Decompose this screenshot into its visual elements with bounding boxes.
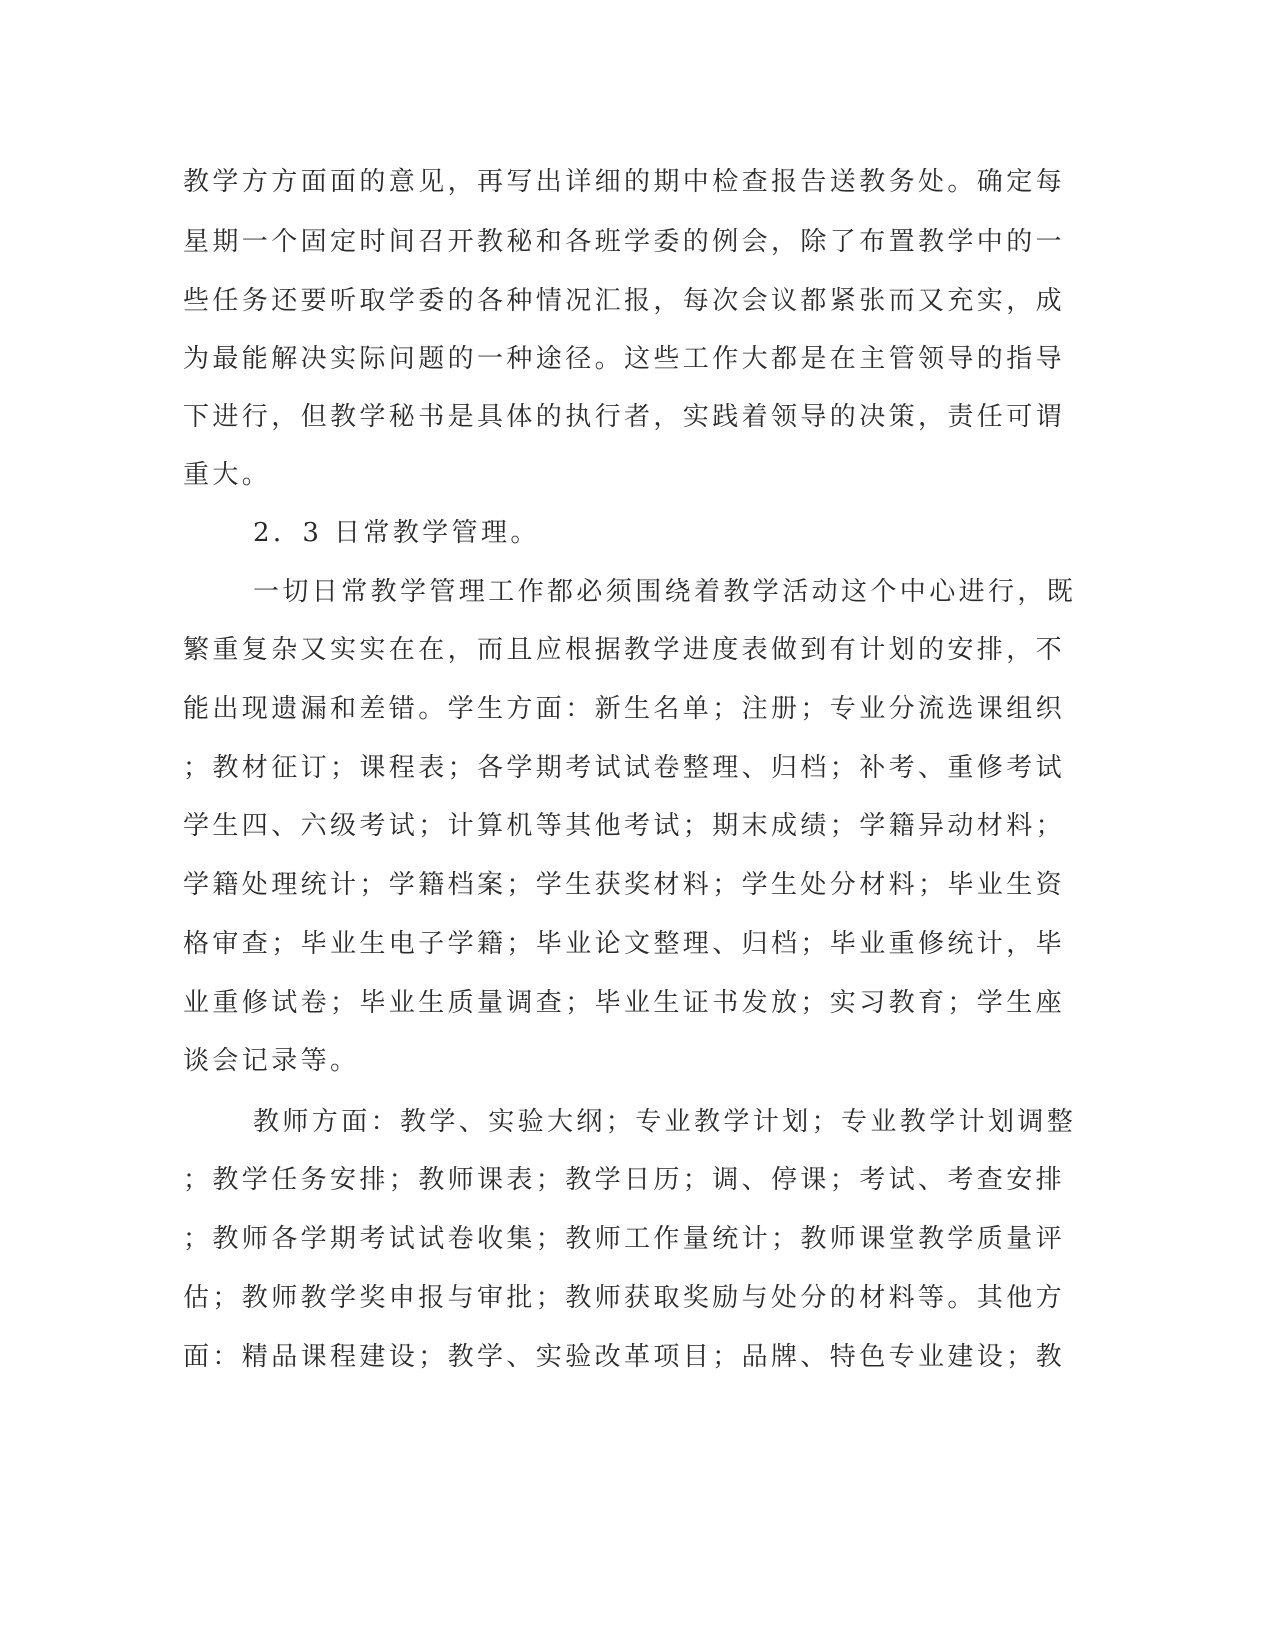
text-line: ；教材征订；课程表；各学期考试试卷整理、归档；补考、重修考试: [183, 753, 1066, 783]
text-line: 谈会记录等。: [183, 1046, 360, 1076]
text-line: 些任务还要听取学委的各种情况汇报，每次会议都紧张而又充实，成: [183, 286, 1066, 316]
text-line: 教学方方面面的意见，再写出详细的期中检查报告送教务处。确定每: [183, 167, 1066, 197]
text-line: 能出现遗漏和差错。学生方面：新生名单；注册；专业分流选课组织: [183, 694, 1066, 724]
text-line: 重大。: [183, 460, 272, 490]
text-line: 教师方面：教学、实验大纲；专业教学计划；专业教学计划调整: [253, 1107, 1077, 1137]
text-line: 格审查；毕业生电子学籍；毕业论文整理、归档；毕业重修统计，毕: [183, 929, 1066, 959]
text-line: ；教师各学期考试试卷收集；教师工作量统计；教师课堂教学质量评: [183, 1224, 1066, 1254]
text-line: 业重修试卷；毕业生质量调查；毕业生证书发放；实习教育；学生座: [183, 988, 1066, 1018]
text-line: 下进行，但教学秘书是具体的执行者，实践着领导的决策，责任可谓: [183, 402, 1066, 432]
text-line: 一切日常教学管理工作都必须围绕着教学活动这个中心进行，既: [253, 577, 1077, 607]
text-line: 面：精品课程建设；教学、实验改革项目；品牌、特色专业建设；教: [183, 1342, 1066, 1372]
text-line: 繁重复杂又实实在在，而且应根据教学进度表做到有计划的安排，不: [183, 635, 1066, 665]
text-line: 为最能解决实际问题的一种途径。这些工作大都是在主管领导的指导: [183, 344, 1066, 374]
text-line: ；教学任务安排；教师课表；教学日历；调、停课；考试、考查安排: [183, 1165, 1066, 1195]
section-heading: 2．3 日常教学管理。: [253, 518, 540, 548]
text-line: 星期一个固定时间召开教秘和各班学委的例会，除了布置教学中的一: [183, 227, 1066, 257]
text-line: 估；教师教学奖申报与审批；教师获取奖励与处分的材料等。其他方: [183, 1283, 1066, 1313]
text-line: 学生四、六级考试；计算机等其他考试；期末成绩；学籍异动材料；: [183, 811, 1066, 841]
text-line: 学籍处理统计；学籍档案；学生获奖材料；学生处分材料；毕业生资: [183, 870, 1066, 900]
